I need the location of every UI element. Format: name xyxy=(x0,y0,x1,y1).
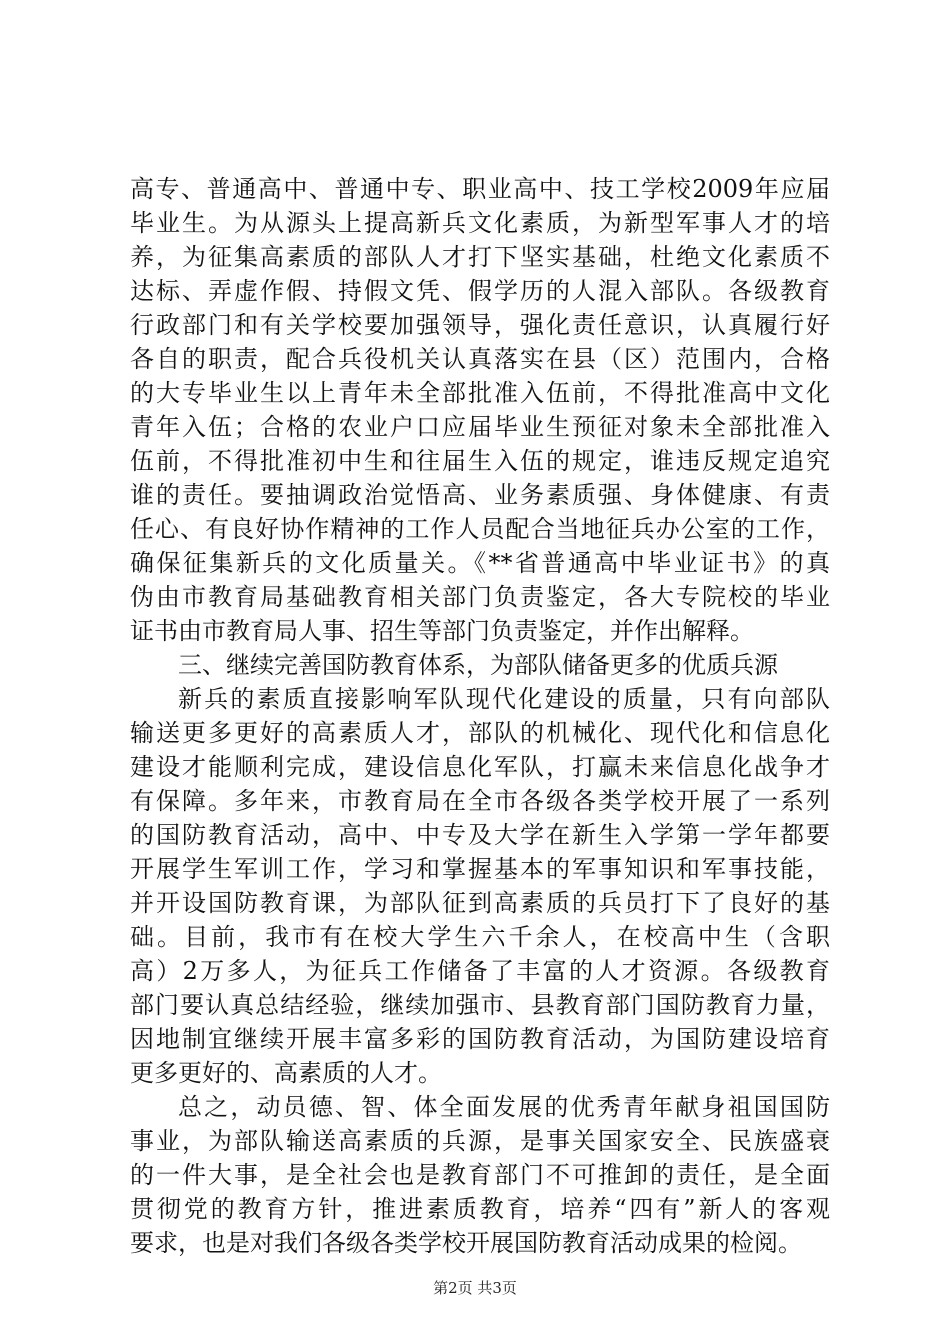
text-line: 的大专毕业生以上青年未全部批准入伍前，不得批准高中文化 xyxy=(130,379,830,407)
text-line: 行政部门和有关学校要加强领导，强化责任意识，认真履行好 xyxy=(130,311,830,339)
text-line: 任心、有良好协作精神的工作人员配合当地征兵办公室的工作， xyxy=(130,515,830,543)
text-line: 证书由市教育局人事、招生等部门负责鉴定，并作出解释。 xyxy=(130,617,754,645)
text-line: 伪由市教育局基础教育相关部门负责鉴定，各大专院校的毕业 xyxy=(130,583,830,611)
text-line: 开展学生军训工作，学习和掌握基本的军事知识和军事技能， xyxy=(130,855,830,883)
text-line: 高）2万多人，为征兵工作储备了丰富的人才资源。各级教育 xyxy=(130,957,830,985)
text-line: 部门要认真总结经验，继续加强市、县教育部门国防教育力量， xyxy=(130,991,830,1019)
text-line: 各自的职责，配合兵役机关认真落实在县（区）范围内，合格 xyxy=(130,345,830,373)
text-line: 础。目前，我市有在校大学生六千余人，在校高中生（含职 xyxy=(130,923,830,951)
body-text xyxy=(130,172,830,1260)
text-line: 的国防教育活动，高中、中专及大学在新生入学第一学年都要 xyxy=(130,821,830,849)
section-heading: 三、继续完善国防教育体系，为部队储备更多的优质兵源 xyxy=(178,651,778,679)
text-line: 达标、弄虚作假、持假文凭、假学历的人混入部队。各级教育 xyxy=(130,277,830,305)
page-number-footer: 第2页 共3页 xyxy=(433,1279,517,1297)
text-line: 有保障。多年来，市教育局在全市各级各类学校开展了一系列 xyxy=(130,787,830,815)
text-line: 更多更好的、高素质的人才。 xyxy=(130,1059,442,1087)
text-line: 输送更多更好的高素质人才，部队的机械化、现代化和信息化 xyxy=(130,719,830,747)
text-line: 贯彻党的教育方针，推进素质教育，培养“四有”新人的客观 xyxy=(130,1195,830,1223)
text-line: 伍前，不得批准初中生和往届生入伍的规定，谁违反规定追究 xyxy=(130,447,830,475)
text-line: 并开设国防教育课，为部队征到高素质的兵员打下了良好的基 xyxy=(130,889,830,917)
text-line: 高专、普通高中、普通中专、职业高中、技工学校2009年应届 xyxy=(130,175,830,203)
text-line: 新兵的素质直接影响军队现代化建设的质量，只有向部队 xyxy=(178,685,830,713)
text-line: 确保征集新兵的文化质量关。《**省普通高中毕业证书》的真 xyxy=(130,549,830,577)
text-line: 毕业生。为从源头上提高新兵文化素质，为新型军事人才的培 xyxy=(130,209,830,237)
text-line: 事业，为部队输送高素质的兵源，是事关国家安全、民族盛衰 xyxy=(130,1127,830,1155)
text-line: 因地制宜继续开展丰富多彩的国防教育活动，为国防建设培育 xyxy=(130,1025,830,1053)
text-line: 谁的责任。要抽调政治觉悟高、业务素质强、身体健康、有责 xyxy=(130,481,830,509)
text-line: 要求，也是对我们各级各类学校开展国防教育活动成果的检阅。 xyxy=(130,1229,802,1257)
text-line: 的一件大事，是全社会也是教育部门不可推卸的责任，是全面 xyxy=(130,1161,830,1189)
text-line: 总之，动员德、智、体全面发展的优秀青年献身祖国国防 xyxy=(178,1093,830,1121)
text-line: 青年入伍；合格的农业户口应届毕业生预征对象未全部批准入 xyxy=(130,413,830,441)
text-line: 养，为征集高素质的部队人才打下坚实基础，杜绝文化素质不 xyxy=(130,243,830,271)
text-line: 建设才能顺利完成，建设信息化军队，打赢未来信息化战争才 xyxy=(130,753,830,781)
